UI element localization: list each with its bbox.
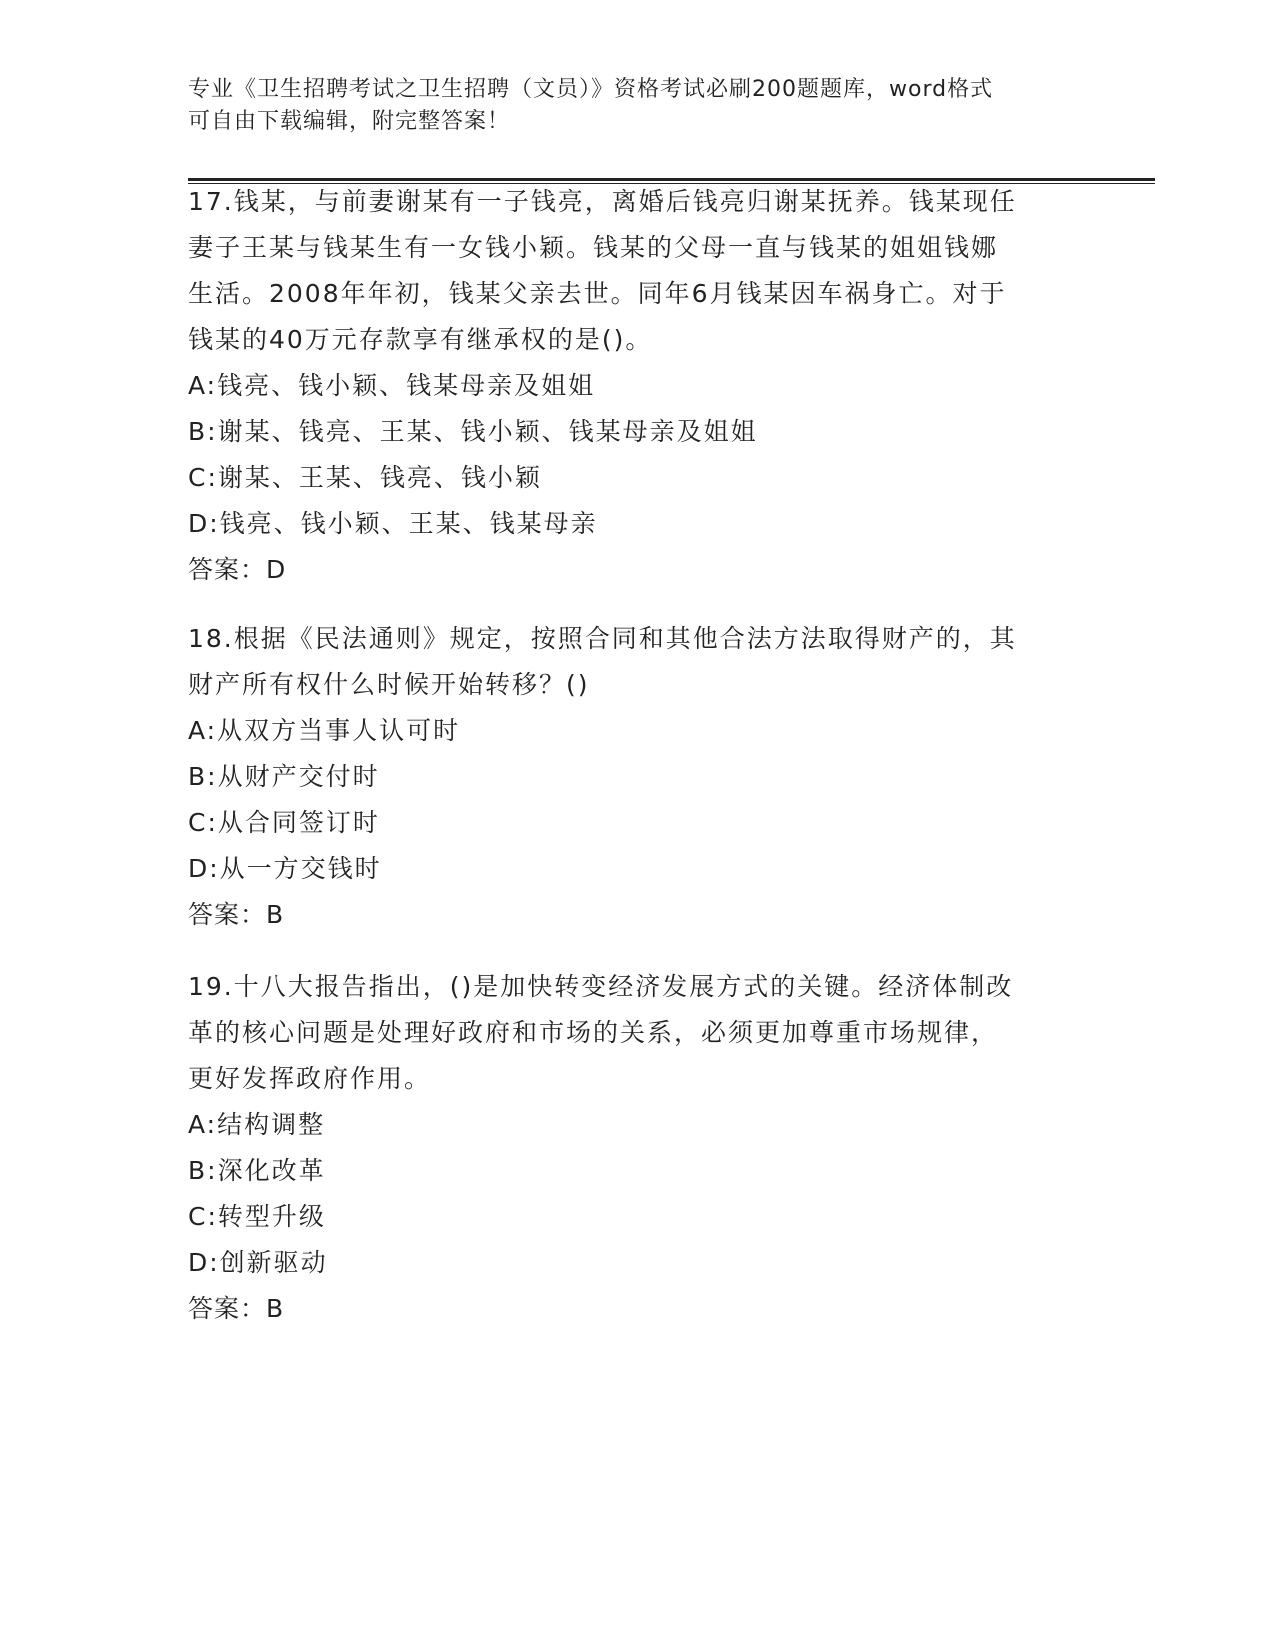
option-c: C:谢某、王某、钱亮、钱小颖 [188, 463, 542, 492]
header-line-1: 专业《卫生招聘考试之卫生招聘（文员）》资格考试必刷200题题库，word格式 [188, 77, 994, 102]
question-stem-line: 革的核心问题是处理好政府和市场的关系，必须更加尊重市场规律， [188, 1018, 999, 1047]
question-stem-line: 钱某的40万元存款享有继承权的是()。 [188, 325, 653, 354]
option-a: A:结构调整 [188, 1110, 326, 1139]
question-18 [188, 616, 1068, 938]
question-stem-line: 19.十八大报告指出，()是加快转变经济发展方式的关键。经济体制改 [188, 972, 1014, 1001]
answer-label: 答案：D [188, 555, 287, 584]
question-stem-line: 18.根据《民法通则》规定，按照合同和其他合法方法取得财产的，其 [188, 624, 1017, 653]
option-d: D:创新驱动 [188, 1248, 328, 1277]
question-stem-line: 更好发挥政府作用。 [188, 1064, 432, 1093]
question-17 [188, 179, 1068, 593]
answer-label: 答案：B [188, 1294, 285, 1323]
option-b: B:谢某、钱亮、王某、钱小颖、钱某母亲及姐姐 [188, 417, 758, 446]
question-stem-line: 财产所有权什么时候开始转移？() [188, 670, 590, 699]
option-d: D:钱亮、钱小颖、王某、钱某母亲 [188, 509, 598, 538]
question-19 [188, 964, 1068, 1332]
question-stem-line: 生活。2008年年初，钱某父亲去世。同年6月钱某因车祸身亡。对于 [188, 279, 1007, 308]
option-b: B:从财产交付时 [188, 762, 380, 791]
option-a: A:钱亮、钱小颖、钱某母亲及姐姐 [188, 371, 596, 400]
question-stem-line: 妻子王某与钱某生有一女钱小颖。钱某的父母一直与钱某的姐姐钱娜 [188, 233, 999, 262]
option-c: C:从合同签订时 [188, 808, 380, 837]
option-d: D:从一方交钱时 [188, 854, 382, 883]
answer-label: 答案：B [188, 900, 285, 929]
option-b: B:深化改革 [188, 1156, 326, 1185]
option-c: C:转型升级 [188, 1202, 326, 1231]
question-stem-line: 17.钱某，与前妻谢某有一子钱亮，离婚后钱亮归谢某抚养。钱某现任 [188, 187, 1017, 216]
option-a: A:从双方当事人认可时 [188, 716, 461, 745]
header-line-2: 可自由下载编辑，附完整答案！ [188, 109, 511, 134]
document-header [188, 74, 1068, 138]
